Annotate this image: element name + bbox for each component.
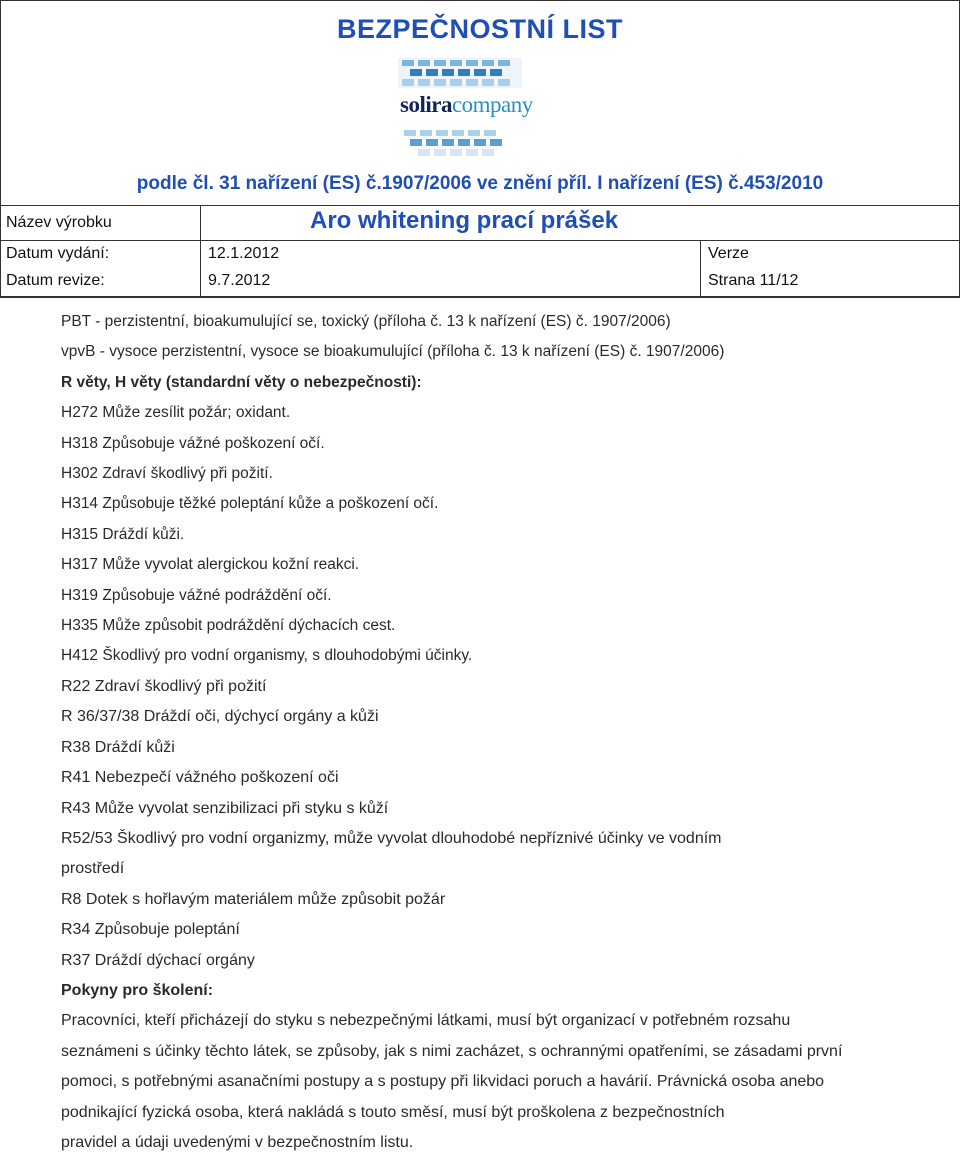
issue-date-label: Datum vydání: xyxy=(6,245,110,262)
logo-wordmark xyxy=(400,92,533,118)
logo-tiles-bottom xyxy=(398,126,522,160)
body-line: R22 Zdraví škodlivý při požití xyxy=(61,677,267,695)
body-line: pomoci, s potřebnými asanačními postupy a s postupy při likvidaci poruch a havárií. Právnická osoba anebo xyxy=(61,1073,825,1091)
product-name-label: Název výrobku xyxy=(6,214,112,231)
header-divider-3 xyxy=(0,296,960,297)
body-line: H317 Může vyvolat alergickou kožní reakci. xyxy=(61,556,360,574)
section-heading: R věty, H věty (standardní věty o nebezpečnosti): xyxy=(61,373,422,391)
issue-date: 12.1.2012 xyxy=(208,245,280,262)
body-line: H315 Dráždí kůži. xyxy=(61,525,185,543)
body-line: Pracovníci, kteří přicházejí do styku s nebezpečnými látkami, musí být organizací v potřebném rozsahu xyxy=(61,1012,791,1030)
body-line: H314 Způsobuje těžké poleptání kůže a poškození očí. xyxy=(61,495,439,513)
header-col-divider-1 xyxy=(200,205,201,296)
body-line: H318 Způsobuje vážné poškození očí. xyxy=(61,434,325,452)
body-line: H319 Způsobuje vážné podráždění očí. xyxy=(61,586,332,604)
body-line: podnikající fyzická osoba, která nakládá s touto směsí, musí být proškolena z bezpečnostních xyxy=(61,1103,725,1121)
revision-date: 9.7.2012 xyxy=(208,272,271,289)
body-line: R8 Dotek s hořlavým materiálem může způsobit požár xyxy=(61,890,446,908)
body-line: H412 Škodlivý pro vodní organismy, s dlouhodobými účinky. xyxy=(61,647,473,665)
body-line: H272 Může zesílit požár; oxidant. xyxy=(61,404,291,422)
header-col-divider-2 xyxy=(700,240,701,296)
body-line: R34 Způsobuje poleptání xyxy=(61,921,240,939)
header-divider-2 xyxy=(0,240,960,241)
page-number: Strana 11/12 xyxy=(708,272,799,289)
body-line: R43 Může vyvolat senzibilizaci při styku s kůží xyxy=(61,799,389,817)
body-line: prostředí xyxy=(61,860,125,878)
body-line: R41 Nebezpečí vážného poškození oči xyxy=(61,769,339,787)
body-line: H335 Může způsobit podráždění dýchacích cest. xyxy=(61,617,396,635)
company-logo xyxy=(398,56,533,160)
body-line: PBT - perzistentní, bioakumulující se, toxický (příloha č. 13 k nařízení (ES) č. 1907/2006) xyxy=(61,313,671,330)
logo-tiles-top xyxy=(398,56,522,90)
header-divider-1 xyxy=(0,205,960,206)
section-heading: Pokyny pro školení: xyxy=(61,981,214,999)
logo-brand-part1: solira xyxy=(400,92,452,117)
body-line: R37 Dráždí dýchací orgány xyxy=(61,951,255,969)
body-line: seznámeni s účinky těchto látek, se způsoby, jak s nimi zacházet, s ochrannými opatřeními, se zásadami první xyxy=(61,1042,843,1060)
body-line: H302 Zdraví škodlivý při požití. xyxy=(61,465,273,483)
body-line: R52/53 Škodlivý pro vodní organizmy, může vyvolat dlouhodobé nepříznivé účinky ve vodním xyxy=(61,829,722,847)
body-line: vpvB - vysoce perzistentní, vysoce se bioakumulující (příloha č. 13 k nařízení (ES) č. 1907/2006) xyxy=(61,343,725,361)
regulation-reference: podle čl. 31 nařízení (ES) č.1907/2006 ve znění příl. I nařízení (ES) č.453/2010 xyxy=(136,173,824,194)
revision-date-label: Datum revize: xyxy=(6,272,105,289)
body-line: pravidel a údaji uvedenými v bezpečnostním listu. xyxy=(61,1133,414,1151)
body-line: R38 Dráždí kůži xyxy=(61,738,175,756)
document-title: BEZPEČNOSTNÍ LIST xyxy=(336,14,623,44)
product-name: Aro whitening prací prášek xyxy=(310,207,619,234)
logo-brand-part2: company xyxy=(451,92,533,117)
document-body xyxy=(61,307,931,1158)
version-label: Verze xyxy=(708,245,749,262)
body-line: R 36/37/38 Dráždí oči, dýchycí orgány a kůži xyxy=(61,708,379,726)
